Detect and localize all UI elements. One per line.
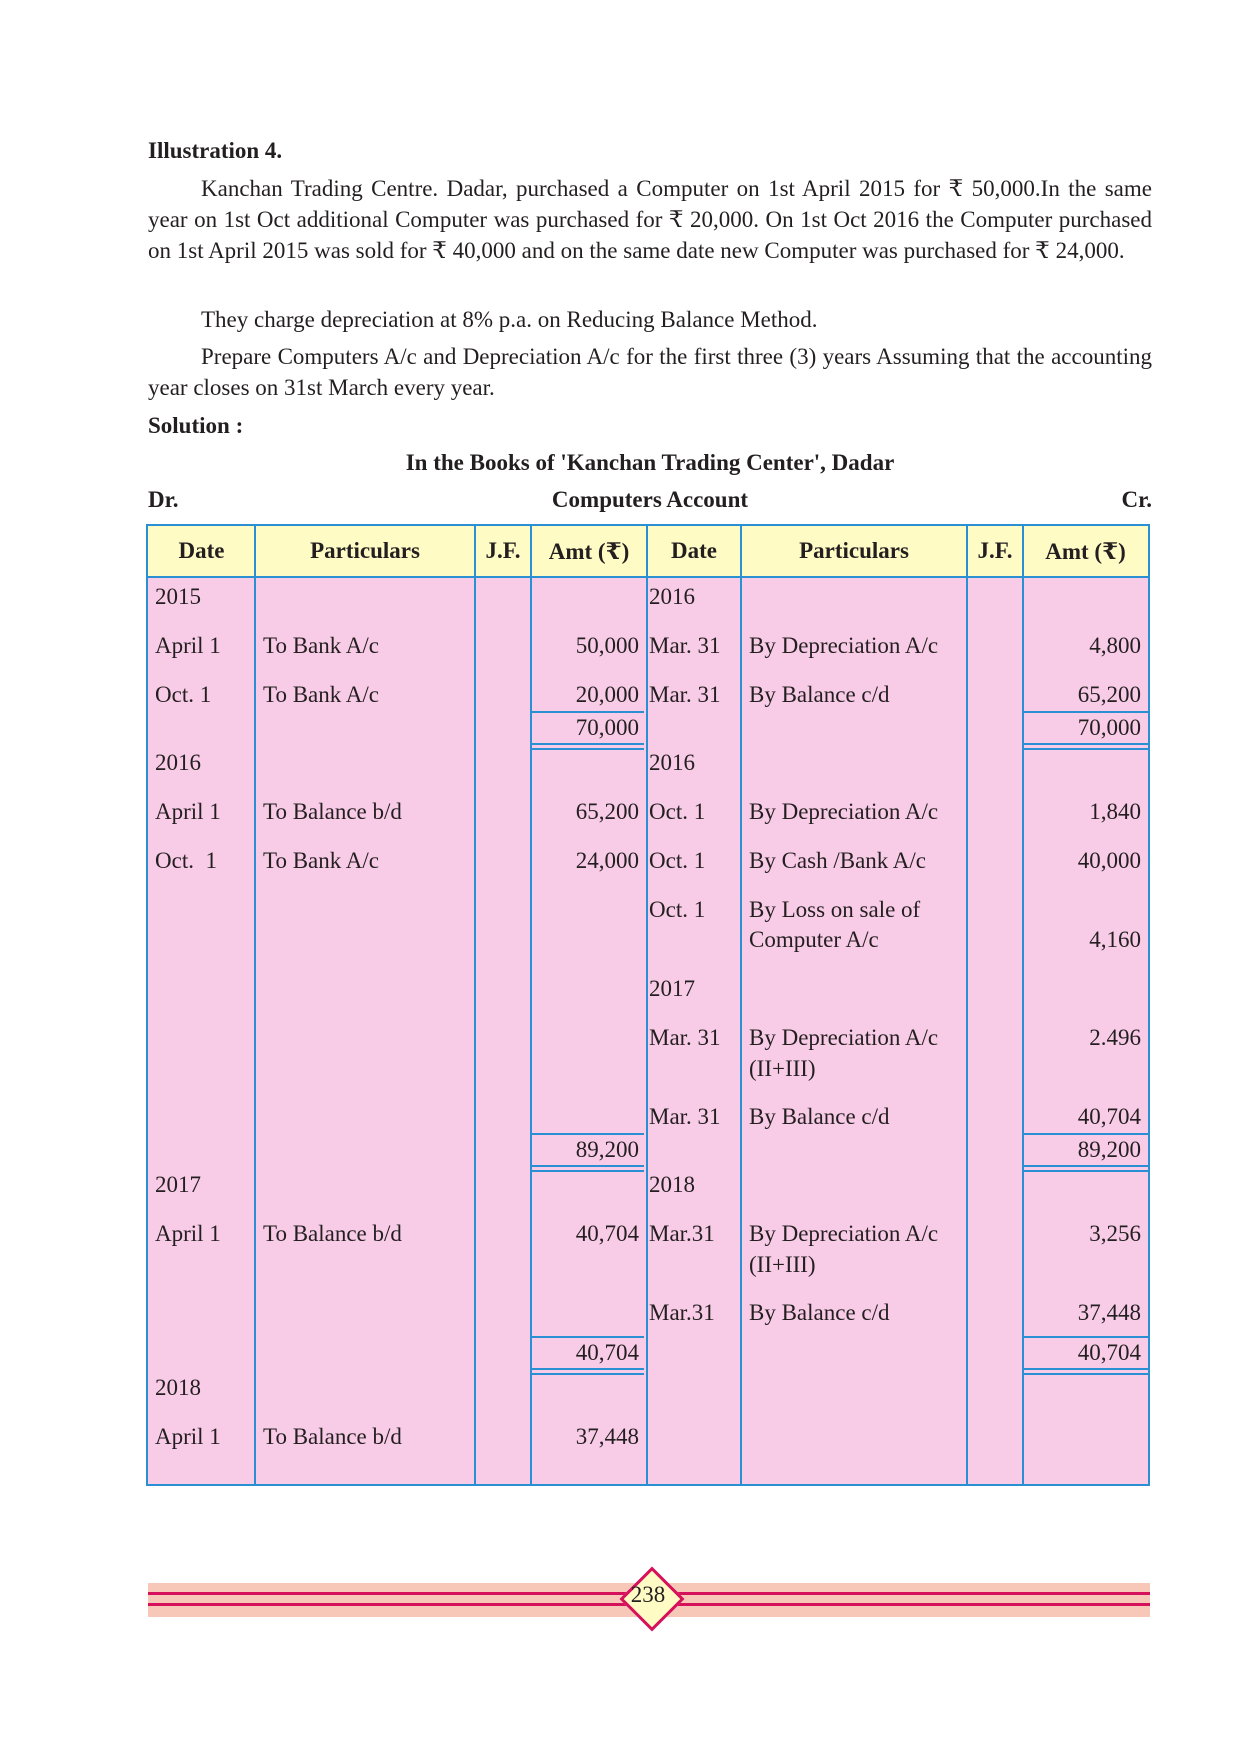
debit-total: 40,704 (575, 1340, 639, 1365)
total-rule (1024, 743, 1148, 745)
ledger-header (148, 526, 1148, 578)
debit-particulars: To Balance b/d (263, 1424, 402, 1449)
debit-date: April 1 (155, 1424, 221, 1449)
total-rule (532, 1165, 644, 1167)
column-rule (966, 526, 968, 1484)
credit-total: 40,704 (1077, 1340, 1141, 1365)
column-rule (740, 526, 742, 1484)
total-rule (1024, 1368, 1148, 1370)
header-date-dr: Date (178, 538, 225, 563)
debit-particulars: To Balance b/d (263, 1221, 402, 1246)
column-rule (254, 526, 256, 1484)
credit-particulars-cont: (II+III) (749, 1252, 816, 1277)
credit-date: 2018 (649, 1172, 695, 1197)
debit-particulars: To Balance b/d (263, 799, 402, 824)
account-title: Computers Account (551, 487, 749, 512)
debit-date: 2018 (155, 1375, 201, 1400)
debit-date: Oct. 1 (155, 848, 217, 873)
credit-date: Mar. 31 (649, 1104, 721, 1129)
credit-date: Mar. 31 (649, 1025, 721, 1050)
column-rule (646, 526, 648, 1484)
header-particulars-cr: Particulars (799, 538, 909, 563)
debit-date: April 1 (155, 1221, 221, 1246)
credit-amount: 40,000 (1077, 848, 1141, 873)
credit-total: 89,200 (1077, 1137, 1141, 1162)
solution-label: Solution : (148, 413, 244, 438)
problem-paragraph-3: Prepare Computers A/c and Depreciation A/c for the first three (3) years Assuming that the accounting year closes on 31st March every year. (148, 344, 1152, 400)
credit-date: Mar. 31 (649, 633, 721, 658)
credit-label: Cr. (1121, 487, 1152, 512)
credit-amount: 40,704 (1077, 1104, 1141, 1129)
total-rule (532, 1170, 644, 1172)
debit-label: Dr. (148, 487, 179, 512)
debit-amount: 65,200 (575, 799, 639, 824)
header-amount-dr: Amt (₹) (548, 539, 630, 564)
header-jf-dr: J.F. (485, 538, 521, 563)
credit-amount: 2.496 (1089, 1025, 1141, 1050)
credit-particulars: By Loss on sale of (749, 897, 921, 922)
total-rule (1024, 1165, 1148, 1167)
header-date-cr: Date (671, 538, 717, 563)
total-rule (1024, 1373, 1148, 1375)
debit-date: 2017 (155, 1172, 201, 1197)
column-rule (474, 526, 476, 1484)
debit-amount: 24,000 (575, 848, 639, 873)
computers-account-ledger (146, 524, 1150, 1486)
problem-paragraph-2: They charge depreciation at 8% p.a. on Reducing Balance Method. (201, 307, 818, 332)
debit-particulars: To Bank A/c (263, 848, 379, 873)
credit-total: 70,000 (1077, 715, 1141, 740)
header-amount-cr: Amt (₹) (1045, 539, 1126, 564)
credit-date: 2016 (649, 584, 695, 609)
page-number: 238 (630, 1582, 666, 1607)
total-rule (532, 748, 644, 750)
credit-date: Oct. 1 (649, 897, 706, 922)
debit-date: 2015 (155, 584, 201, 609)
total-rule (532, 743, 644, 745)
total-rule (1024, 1170, 1148, 1172)
illustration-heading: Illustration 4. (148, 138, 283, 163)
debit-total: 70,000 (575, 715, 639, 740)
header-jf-cr: J.F. (977, 538, 1013, 563)
credit-particulars: By Balance c/d (749, 1300, 890, 1325)
credit-date: Oct. 1 (649, 799, 706, 824)
total-rule (532, 1368, 644, 1370)
total-rule (1024, 748, 1148, 750)
credit-date: Mar.31 (649, 1221, 715, 1246)
debit-date: April 1 (155, 799, 221, 824)
credit-particulars: By Depreciation A/c (749, 1221, 939, 1246)
credit-amount: 3,256 (1089, 1221, 1141, 1246)
credit-date: 2017 (649, 976, 695, 1001)
books-title: In the Books of 'Kanchan Trading Center', Dadar (405, 450, 895, 475)
total-rule (532, 1373, 644, 1375)
credit-particulars: By Depreciation A/c (749, 633, 939, 658)
debit-amount: 37,448 (575, 1424, 639, 1449)
debit-amount: 20,000 (575, 682, 639, 707)
header-particulars-dr: Particulars (310, 538, 420, 563)
debit-total: 89,200 (575, 1137, 639, 1162)
credit-particulars-cont: Computer A/c (749, 927, 879, 952)
debit-date: Oct. 1 (155, 682, 212, 707)
credit-date: Mar.31 (649, 1300, 715, 1325)
credit-amount: 4,160 (1089, 927, 1141, 952)
credit-particulars: By Cash /Bank A/c (749, 848, 926, 873)
credit-particulars-cont: (II+III) (749, 1056, 816, 1081)
credit-amount: 37,448 (1077, 1300, 1141, 1325)
credit-amount: 1,840 (1089, 799, 1141, 824)
debit-date: 2016 (155, 750, 201, 775)
debit-particulars: To Bank A/c (263, 682, 379, 707)
credit-particulars: By Balance c/d (749, 682, 890, 707)
credit-date: 2016 (649, 750, 695, 775)
debit-particulars: To Bank A/c (263, 633, 379, 658)
credit-amount: 4,800 (1089, 633, 1141, 658)
credit-particulars: By Depreciation A/c (749, 1025, 939, 1050)
account-title-row (148, 487, 1152, 517)
credit-particulars: By Balance c/d (749, 1104, 890, 1129)
problem-paragraph-1: Kanchan Trading Centre. Dadar, purchased a Computer on 1st April 2015 for ₹ 50,000.In the same year on 1st Oct additional Computer was purchased for ₹ 20,000. On 1st Oct 2016 the Computer purchased on 1st April 2015 was sold for ₹ 40,000 and on the same date new Computer was purchased for ₹ 24,000. (148, 176, 1152, 263)
debit-date: April 1 (155, 633, 221, 658)
credit-date: Mar. 31 (649, 682, 721, 707)
debit-amount: 40,704 (575, 1221, 639, 1246)
credit-amount: 65,200 (1077, 682, 1141, 707)
credit-date: Oct. 1 (649, 848, 706, 873)
debit-amount: 50,000 (575, 633, 639, 658)
credit-particulars: By Depreciation A/c (749, 799, 939, 824)
